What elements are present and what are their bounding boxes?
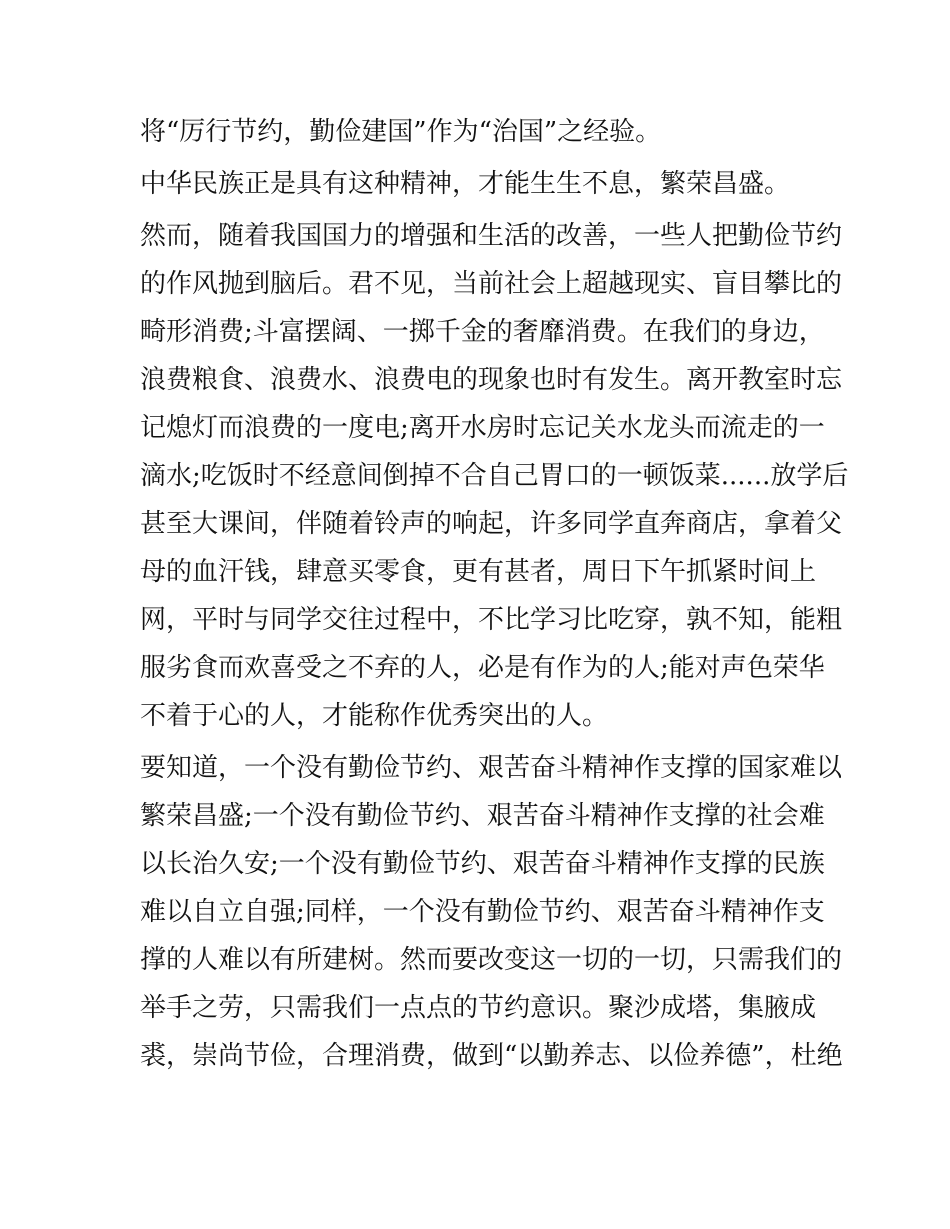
- text-line: 裘，崇尚节俭，合理消费，做到“以勤养志、以俭养德”，杜绝: [140, 1041, 843, 1071]
- paragraph-4: [140, 744, 843, 1080]
- text-line: 的作风抛到脑后。君不见，当前社会上超越现实、盲目攀比的: [140, 269, 843, 299]
- text-line: 母的血汗钱，肆意买零食，更有甚者，周日下午抓紧时间上: [140, 557, 817, 587]
- text-line: 然而，随着我国国力的增强和生活的改善，一些人把勤俭节约: [140, 221, 843, 251]
- text-line: 不着于心的人，才能称作优秀突出的人。: [140, 701, 609, 731]
- paragraph-2: [140, 160, 815, 208]
- paragraph-1: [140, 108, 815, 156]
- text-line: 甚至大课间，伴随着铃声的响起，许多同学直奔商店，拿着父: [140, 509, 843, 539]
- text-line: 滴水;吃饭时不经意间倒掉不合自己胃口的一顿饭菜......放学后: [140, 461, 849, 491]
- text-line: 浪费粮食、浪费水、浪费电的现象也时有发生。离开教室时忘: [140, 365, 843, 395]
- text-line: 中华民族正是具有这种精神，才能生生不息，繁荣昌盛。: [140, 169, 791, 199]
- text-line: 网，平时与同学交往过程中，不比学习比吃穿，孰不知，能粗: [140, 605, 843, 635]
- text-line: 记熄灯而浪费的一度电;离开水房时忘记关水龙头而流走的一: [140, 413, 825, 443]
- text-line: 将“厉行节约，勤俭建国”作为“治国”之经验。: [140, 117, 662, 147]
- text-line: 畸形消费;斗富摆阔、一掷千金的奢靡消费。在我们的身边，: [140, 317, 825, 347]
- text-line: 举手之劳，只需我们一点点的节约意识。聚沙成塔，集腋成: [140, 993, 817, 1023]
- text-line: 要知道，一个没有勤俭节约、艰苦奋斗精神作支撑的国家难以: [140, 753, 843, 783]
- text-line: 撑的人难以有所建树。然而要改变这一切的一切，只需我们的: [140, 945, 843, 975]
- paragraph-3: [140, 212, 849, 740]
- text-line: 难以自立自强;同样，一个没有勤俭节约、艰苦奋斗精神作支: [140, 897, 825, 927]
- document-body: [140, 108, 849, 1084]
- text-line: 以长治久安;一个没有勤俭节约、艰苦奋斗精神作支撑的民族: [140, 849, 825, 879]
- text-line: 服劣食而欢喜受之不弃的人，必是有作为的人;能对声色荣华: [140, 653, 825, 683]
- text-line: 繁荣昌盛;一个没有勤俭节约、艰苦奋斗精神作支撑的社会难: [140, 801, 825, 831]
